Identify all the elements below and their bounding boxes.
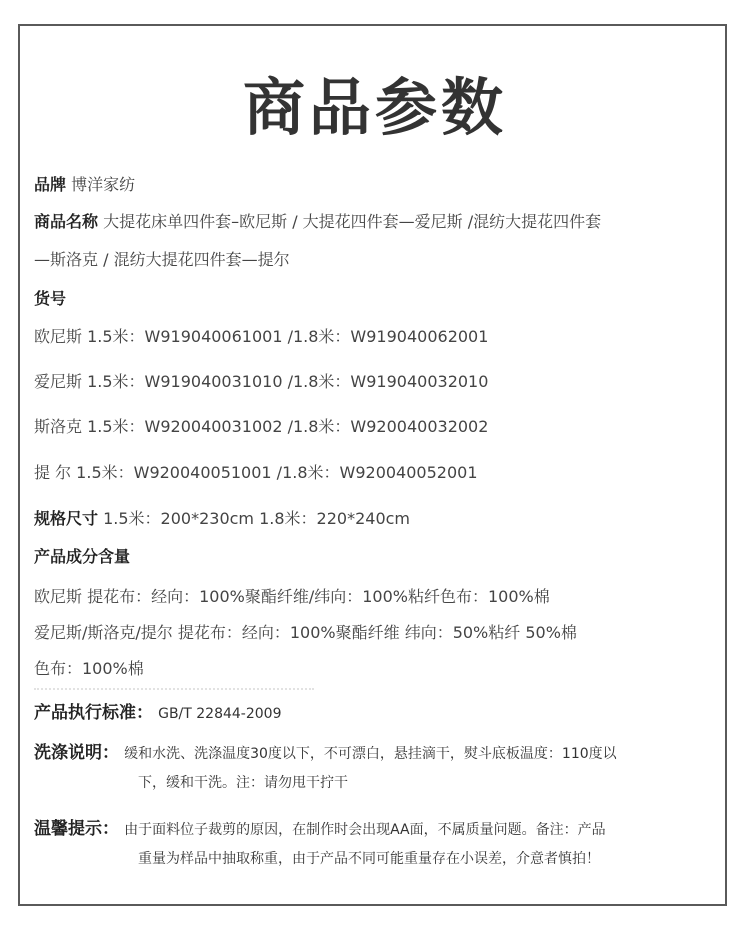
size-row	[34, 508, 410, 530]
composition-label: 产品成分含量	[34, 547, 131, 566]
composition-line2: 爱尼斯/斯洛克/提尔 提花布：经向：100%聚酯纤维 纬向：50%粘纤 50%棉	[34, 623, 577, 642]
brand-label: 品牌	[34, 175, 67, 194]
standard-label: 产品执行标准：	[34, 703, 153, 723]
item-no-row: 提 尔 1.5米：W920040051001 /1.8米：W920040052001	[34, 463, 478, 482]
wash-row	[34, 742, 617, 765]
product-name-line1: 大提花床单四件套–欧尼斯 / 大提花四件套—爱尼斯 /混纺大提花四件套	[103, 212, 602, 231]
notice-row	[34, 818, 606, 841]
brand-value: 博洋家纺	[71, 175, 136, 194]
item-no-row: 欧尼斯 1.5米：W919040061001 /1.8米：W919040062001	[34, 327, 489, 346]
size-value: 1.5米：200*230cm 1.8米：220*240cm	[103, 509, 411, 528]
item-no-row: 爱尼斯 1.5米：W919040031010 /1.8米：W919040032010	[34, 372, 489, 391]
notice-line1: 由于面料位子裁剪的原因，在制作时会出现AA面，不属质量问题。备注：产品	[124, 822, 606, 838]
wash-label: 洗涤说明：	[34, 743, 119, 763]
composition-line1: 欧尼斯 提花布：经向：100%聚酯纤维/纬向：100%粘纤色布：100%棉	[34, 587, 550, 606]
wash-line2: 下，缓和干洗。注：请勿甩干拧干	[138, 775, 348, 791]
size-label: 规格尺寸	[34, 509, 99, 528]
brand-row	[34, 174, 135, 196]
page-title: 商品参数	[242, 71, 507, 144]
product-name-label: 商品名称	[34, 212, 99, 231]
standard-value: GB/T 22844-2009	[158, 706, 282, 722]
divider	[34, 688, 314, 690]
notice-line2: 重量为样品中抽取称重，由于产品不同可能重量存在小误差，介意者慎拍！	[138, 851, 600, 867]
product-name-row	[34, 211, 601, 233]
composition-line3: 色布：100%棉	[34, 659, 144, 678]
product-name-line2: —斯洛克 / 混纺大提花四件套—提尔	[34, 250, 290, 269]
item-no-row: 斯洛克 1.5米：W920040031002 /1.8米：W920040032002	[34, 417, 489, 436]
standard-row	[34, 702, 281, 725]
wash-line1: 缓和水洗、洗涤温度30度以下，不可漂白，悬挂滴干，熨斗底板温度：110度以	[124, 746, 617, 762]
item-no-label: 货号	[34, 289, 67, 308]
notice-label: 温馨提示：	[34, 819, 119, 839]
